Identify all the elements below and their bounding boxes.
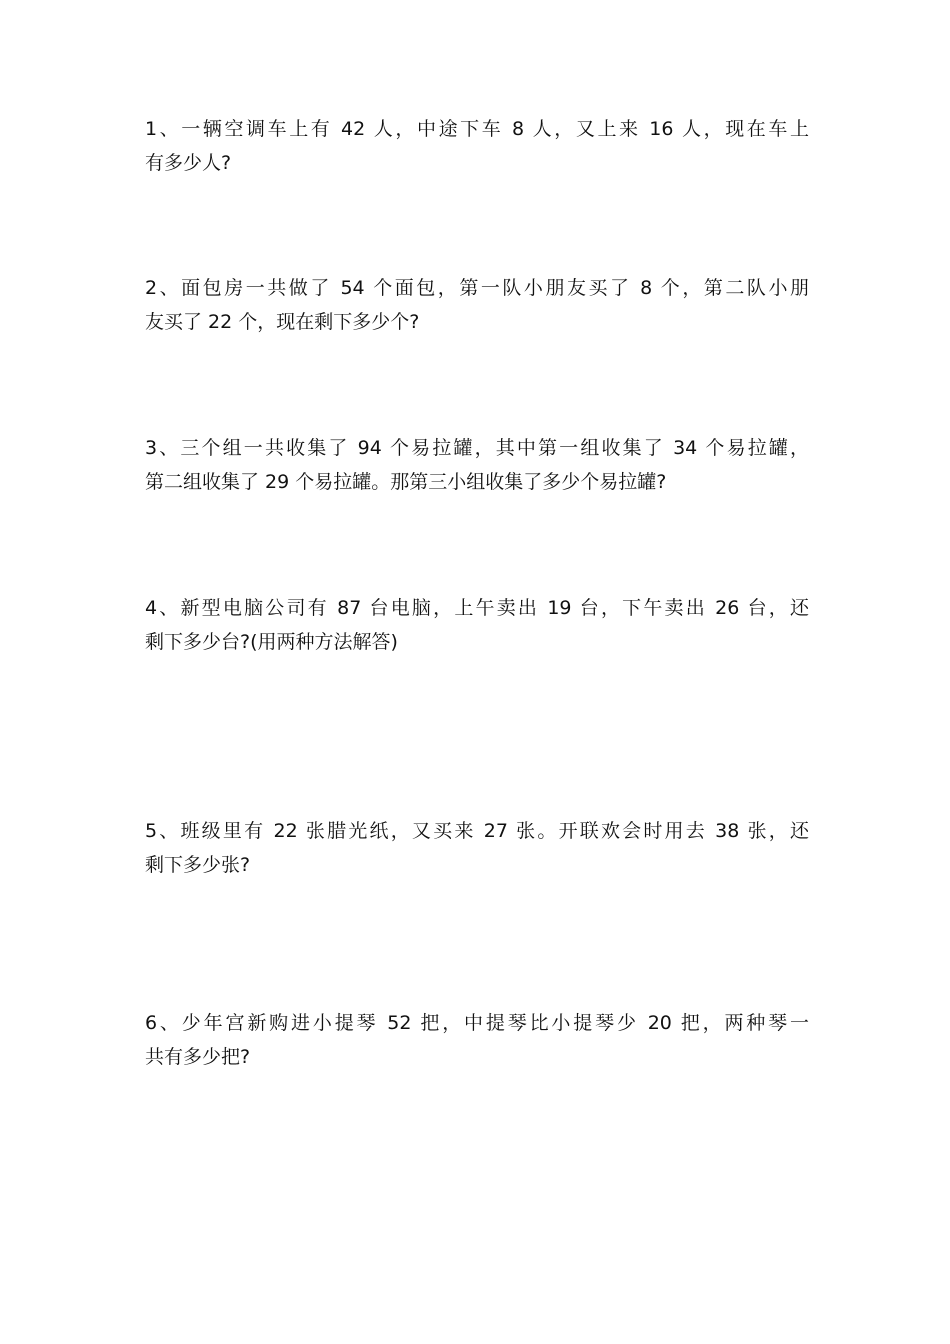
problem-3: [145, 431, 809, 499]
problem-5-line-1: 5、班级里有 22 张腊光纸，又买来 27 张。开联欢会时用去 38 张，还: [145, 820, 809, 842]
problem-5-line-2: 剩下多少张?: [145, 854, 251, 876]
problem-4-line-2: 剩下多少台?(用两种方法解答): [145, 631, 398, 653]
problem-3-line-1: 3、三个组一共收集了 94 个易拉罐，其中第一组收集了 34 个易拉罐，: [145, 437, 809, 459]
problem-4: [145, 591, 809, 659]
problem-2-line-1: 2、面包房一共做了 54 个面包，第一队小朋友买了 8 个，第二队小朋: [145, 277, 809, 299]
problem-6-line-2: 共有多少把?: [145, 1046, 251, 1068]
problem-2-line-2: 友买了 22 个，现在剩下多少个?: [145, 311, 420, 333]
problem-6: [145, 1006, 809, 1074]
problem-1-line-2: 有多少人?: [145, 152, 232, 174]
problem-5: [145, 814, 809, 882]
problem-6-line-1: 6、少年宫新购进小提琴 52 把，中提琴比小提琴少 20 把，两种琴一: [145, 1012, 809, 1034]
problem-2: [145, 271, 809, 339]
problem-1-line-1: 1、一辆空调车上有 42 人，中途下车 8 人，又上来 16 人，现在车上: [145, 118, 809, 140]
problem-4-line-1: 4、新型电脑公司有 87 台电脑，上午卖出 19 台，下午卖出 26 台，还: [145, 597, 809, 619]
problem-1: [145, 112, 809, 180]
problem-3-line-2: 第二组收集了 29 个易拉罐。那第三小组收集了多少个易拉罐?: [145, 471, 667, 493]
